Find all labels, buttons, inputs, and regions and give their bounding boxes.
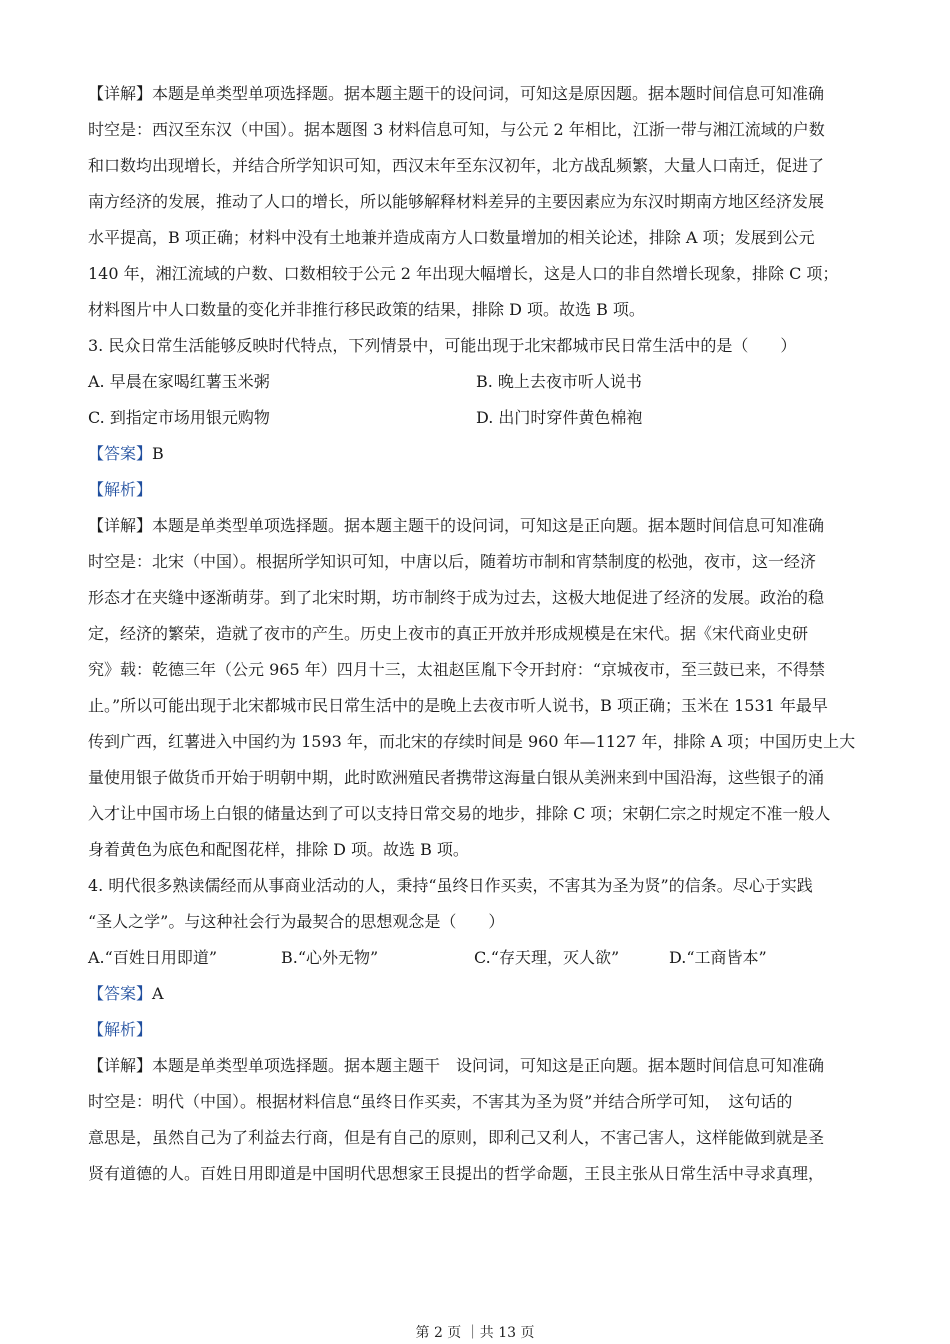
answer-tag: 【答案】: [88, 444, 153, 463]
options-row: [88, 940, 868, 976]
analysis-line: [88, 1012, 868, 1048]
text-line: 140 年，湘江流域的户数、口数相较于公元 2 年出现大幅增长，这是人口的非自然增长现象，排除 C 项；: [88, 264, 839, 283]
text-line: 究》载：乾德三年（公元 965 年）四月十三，太祖赵匡胤下令开封府：“京城夜市，至三鼓已来，不得禁: [88, 660, 825, 679]
question-3: [88, 328, 868, 868]
page-footer: 第 2 页 ｜共 13 页: [415, 1325, 535, 1341]
text-line: 水平提高，B 项正确；材料中没有土地兼并造成南方人口数量增加的相关论述，排除 A 项；发展到公元: [88, 228, 815, 247]
text-line: 形态才在夹缝中逐渐萌芽。到了北宋时期，坊市制终于成为过去，这极大地促进了经济的发展。政治的稳: [88, 588, 825, 607]
text-line: 量使用银子做货币开始于明朝中期，此时欧洲殖民者携带这海量白银从美洲来到中国沿海，这些银子的涌: [88, 768, 825, 787]
text-line: 【详解】本题是单类型单项选择题。据本题主题干的设问词，可知这是正向题。据本题时间信息可知准确: [88, 516, 825, 535]
text-line: 入才让中国市场上白银的储量达到了可以支持日常交易的地步，排除 C 项；宋朝仁宗之时规定不准一般人: [88, 804, 831, 823]
answer-value: B: [152, 444, 164, 463]
text-line: 身着黄色为底色和配图花样，排除 D 项。故选 B 项。: [88, 840, 469, 859]
text-line: 时空是：北宋（中国）。根据所学知识可知，中唐以后，随着坊市制和宵禁制度的松弛，夜市，这一经济: [88, 552, 817, 571]
text-line: 定，经济的繁荣，造就了夜市的产生。历史上夜市的真正开放并形成规模是在宋代。据《宋代商业史研: [88, 624, 809, 643]
option-d: D.“工商皆本”: [669, 948, 767, 967]
text-line: 和口数均出现增长，并结合所学知识可知，西汉末年至东汉初年，北方战乱频繁，大量人口南迁，促进了: [88, 156, 825, 175]
answer-tag: 【答案】: [88, 984, 153, 1003]
text-line: 贤有道德的人。百姓日用即道是中国明代思想家王艮提出的哲学命题，王艮主张从日常生活中寻求真理，: [88, 1164, 825, 1183]
text-line: 时空是：明代（中国）。根据材料信息“虽终日作买卖，不害其为圣为贤”并结合所学可知， 这句话的: [88, 1092, 793, 1111]
text-line: 传到广西，红薯进入中国约为 1593 年，而北宋的存续时间是 960 年—1127 年，排除 A 项；中国历史上大: [88, 732, 856, 751]
option-b: B. 晚上去夜市听人说书: [476, 372, 642, 391]
question-stem: 3. 民众日常生活能够反映时代特点，下列情景中，可能出现于北宋都城市民日常生活中的是（ ）: [88, 336, 797, 355]
answer-line: [88, 436, 868, 472]
text-line: 【详解】本题是单类型单项选择题。据本题主题干的设问词，可知这是原因题。据本题时间信息可知准确: [88, 84, 825, 103]
page-content: [88, 76, 868, 1192]
answer-value: A: [152, 984, 164, 1003]
text-line: 【详解】本题是单类型单项选择题。据本题主题干 设问词，可知这是正向题。据本题时间信息可知准确: [88, 1056, 825, 1075]
text-line: 材料图片中人口数量的变化并非推行移民政策的结果，排除 D 项。故选 B 项。: [88, 300, 645, 319]
text-line: 意思是，虽然自己为了利益去行商，但是有自己的原则，即利己又利人，不害己害人，这样能做到就是圣: [88, 1128, 825, 1147]
options-row: [88, 364, 868, 400]
question-stem: “圣人之学”。与这种社会行为最契合的思想观念是（ ）: [88, 912, 505, 931]
analysis-tag: 【解析】: [88, 480, 153, 499]
options-row: [88, 400, 868, 436]
option-b: B.“心外无物”: [281, 948, 379, 967]
text-line: 止。”所以可能出现于北宋都城市民日常生活中的是晚上去夜市听人说书，B 项正确；玉米在 1531 年最早: [88, 696, 828, 715]
question-stem: 4. 明代很多熟读儒经而从事商业活动的人，秉持“虽终日作买卖，不害其为圣为贤”的信条。尽心于实践: [88, 876, 813, 895]
option-d: D. 出门时穿件黄色棉袍: [476, 408, 643, 427]
option-a: A.“百姓日用即道”: [88, 948, 218, 967]
prev-explanation: [88, 76, 868, 328]
text-line: 时空是：西汉至东汉（中国）。据本题图 3 材料信息可知，与公元 2 年相比，江浙一带与湘江流域的户数: [88, 120, 825, 139]
analysis-line: [88, 472, 868, 508]
analysis-tag: 【解析】: [88, 1020, 153, 1039]
option-c: C. 到指定市场用银元购物: [88, 408, 270, 427]
answer-line: [88, 976, 868, 1012]
option-a: A. 早晨在家喝红薯玉米粥: [88, 372, 270, 391]
text-line: 南方经济的发展，推动了人口的增长，所以能够解释材料差异的主要因素应为东汉时期南方地区经济发展: [88, 192, 825, 211]
option-c: C.“存天理，灭人欲”: [474, 948, 620, 967]
question-4: [88, 868, 868, 1192]
